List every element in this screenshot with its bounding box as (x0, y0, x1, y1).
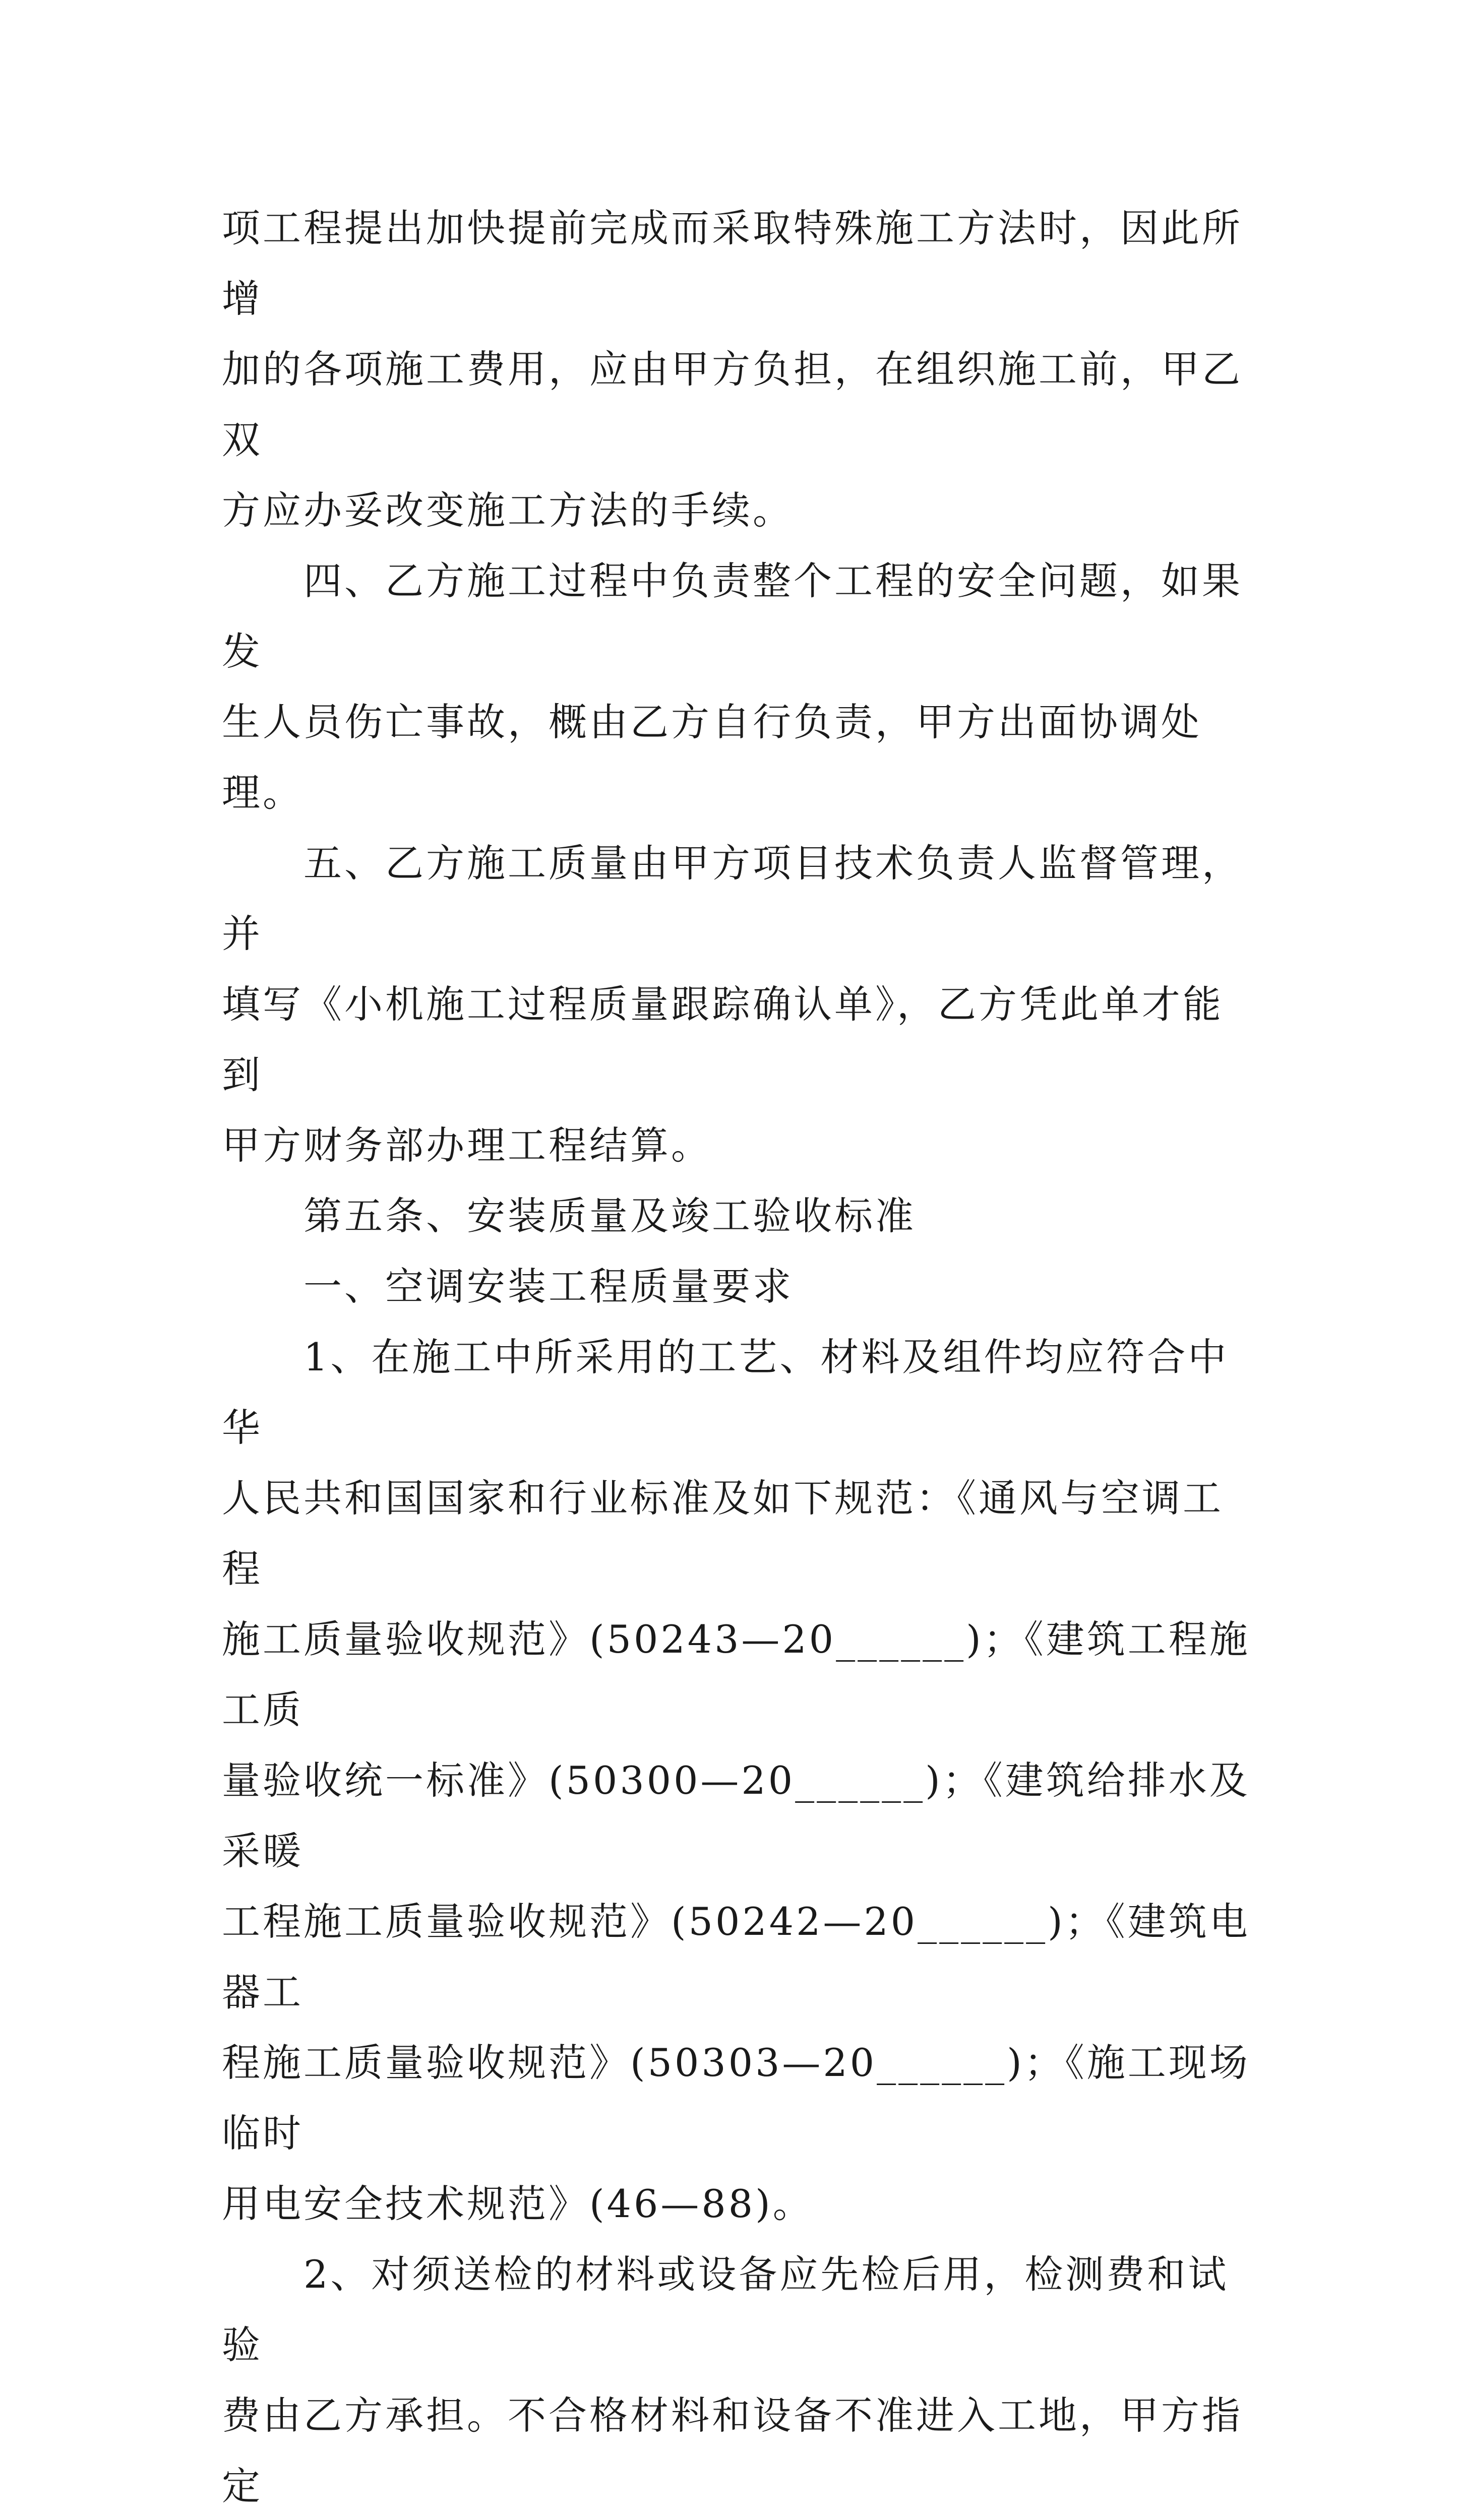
paragraph-standards-list: 1、在施工中所采用的工艺、材料及组件均应符合中华 人民共和国国家和行业标准及如下规范：《通风与空调工程 施工质量验收规范》(50243—20______)；《建筑工程施工质 量验收统一标准》(50300—20______)；《建筑给排水及采暖 工程施工质量验收规范》(50242—20______)；《建筑电器工 程施工质量验收规范》(50303—20______)；《施工现场临时 用电安全技术规范》(46—88)。 (222, 1335, 1250, 2226)
paragraph-item-five-quality: 五、乙方施工质量由甲方项目技术负责人监督管理，并 填写《小机施工过程质量跟踪确认单》，乙方凭此单才能到 甲方财务部办理工程结算。 (222, 841, 1243, 1168)
section-heading-article-five: 第五条、安装质量及竣工验收标准 (222, 1193, 916, 1238)
document-body (222, 193, 1260, 2520)
paragraph-construction-cost: 项工程提出加快提前完成而采取特殊施工方法时，因此所增 加的各项施工费用，应由甲方负担，在组织施工前，甲乙双 方应办妥改变施工方法的手续。 (222, 206, 1243, 533)
subheading-ac-quality: 一、空调安装工程质量要求 (222, 1264, 794, 1309)
paragraph-item-four-safety: 四、乙方施工过程中负责整个工程的安全问题，如果发 生人员伤亡事故，概由乙方自行负责，甲方出面协调处理。 (222, 558, 1243, 815)
paragraph-material-inspection: 2、对须送检的材料或设备应先检后用，检测费和试验 费由乙方承担。不合格材料和设备不准进入工地，甲方指定 (222, 2252, 1243, 2508)
